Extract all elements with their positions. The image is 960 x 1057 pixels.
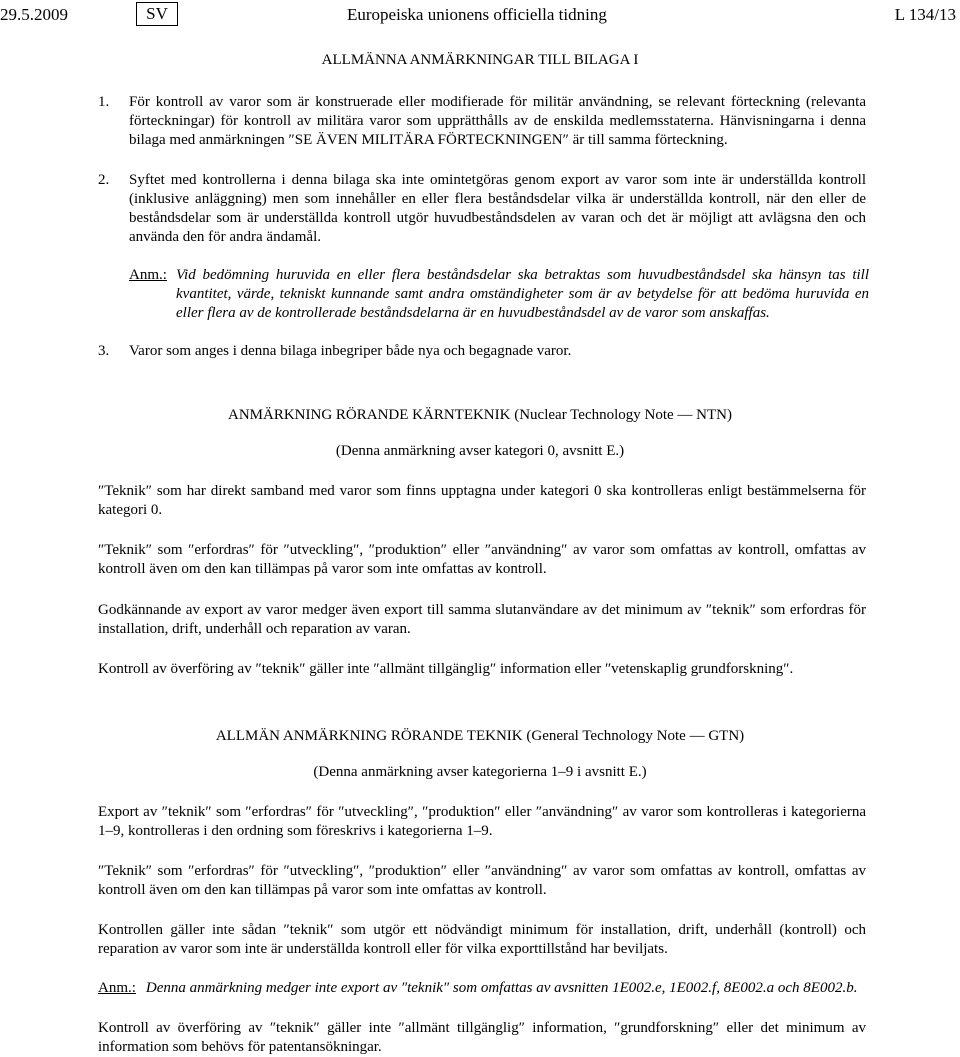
note-label: Anm.: — [98, 980, 136, 996]
note — [98, 979, 866, 998]
list-item — [98, 93, 866, 150]
item-text: Varor som anges i denna bilaga inbegriper både nya och begagnade varor. — [129, 343, 572, 359]
paragraph: ″Teknik″ som ″erfordras″ för ″utveckling″, ″produktion″ eller ″användning″ av varor som omfattas av kontroll, omfattas av kontroll även om den kan tillämpas på varor som inte omfattas av kontroll. — [98, 542, 866, 577]
item-text: För kontroll av varor som är konstruerade eller modifierade för militär användning, se relevant förteckning (relevanta förteckningar) för kontroll av militära varor som upprätthålls av de enskilda medlemsstaterna. Hänvisningarna i denna bilaga med anmärkningen ″SE ÄVEN MILITÄRA FÖRTECKNINGEN″ är till samma förteckning. — [129, 94, 866, 148]
section-subheading-ntn: (Denna anmärkning avser kategori 0, avsnitt E.) — [335, 443, 625, 459]
paragraph: ″Teknik″ som ″erfordras″ för ″utveckling″, ″produktion″ eller ″användning″ av varor som omfattas av kontroll, omfattas av kontroll även om den kan tillämpas på varor som inte omfattas av kontroll. — [98, 863, 866, 898]
item-number: 2. — [98, 172, 110, 188]
note-text: Denna anmärkning medger inte export av ″teknik″ som omfattas av avsnitten 1E002.e, 1E002.f, 8E002.a och 8E002.b. — [145, 980, 858, 996]
journal-title: Europeiska unionens officiella tidning — [347, 5, 607, 24]
publication-date: 29.5.2009 — [0, 5, 68, 24]
page-reference: L 134/13 — [894, 5, 956, 24]
paragraph: Export av ″teknik″ som ″erfordras″ för ″utveckling″, ″produktion″ eller ″användning″ av varor som kontrolleras i kategorierna 1–9, kontrolleras i den ordning som föreskrivs i kategorierna 1–9. — [98, 804, 866, 839]
paragraph: Kontroll av överföring av ″teknik″ gäller inte ″allmänt tillgänglig″ information eller ″vetenskaplig grundforskning″. — [98, 661, 794, 677]
note-text: Vid bedömning huruvida en eller flera beståndsdelar ska betraktas som huvudbeståndsdel ska hänsyn tas till kvantitet, värde, tekniskt kunnande samt andra omständigheter som är av betydelse för att bedöma huruvida en eller flera av de kontrollerade beståndsdelarna är en huvudbeståndsdel av de varor som anskaffas. — [176, 267, 869, 321]
item-number: 1. — [98, 94, 110, 110]
item-text: Syftet med kontrollerna i denna bilaga ska inte omintetgöras genom export av varor som inte är underställda kontroll (inklusive anläggning) men som innehåller en eller flera beståndsdelar vilka är underställda kontroll, när den eller de beståndsdelar som är underställda kontroll utgör huvudbeståndsdelen av varan och det är möjligt att avlägsna den och använda den för andra ändamål. — [129, 172, 866, 245]
paragraph: Godkännande av export av varor medger även export till samma slutanvändare av det minimum av ″teknik″ som erfordras för installation, drift, underhåll och reparation av varan. — [98, 602, 866, 637]
page-header — [0, 2, 960, 28]
section-heading-ntn: ANMÄRKNING RÖRANDE KÄRNTEKNIK (Nuclear Technology Note — NTN) — [227, 407, 732, 423]
section-heading-gtn: ALLMÄN ANMÄRKNING RÖRANDE TEKNIK (General Technology Note — GTN) — [215, 728, 745, 744]
note-label: Anm.: — [129, 267, 167, 283]
language-badge: SV — [136, 2, 178, 26]
annex-title: ALLMÄNNA ANMÄRKNINGAR TILL BILAGA I — [321, 52, 639, 68]
list-item — [98, 342, 866, 361]
list-item — [98, 171, 866, 247]
paragraph: Kontroll av överföring av ″teknik″ gäller inte ″allmänt tillgänglig″ information, ″grundforskning″ eller det minimum av information som behövs för patentansökningar. — [98, 1020, 866, 1055]
paragraph: ″Teknik″ som har direkt samband med varor som finns upptagna under kategori 0 ska kontrolleras enligt bestämmelserna för kategori 0. — [98, 483, 866, 518]
paragraph: Kontrollen gäller inte sådan ″teknik″ som utgör ett nödvändigt minimum för installation, drift, underhåll (kontroll) och reparation av varor som inte är underställda kontroll eller för vilka exporttillstånd har beviljats. — [98, 922, 866, 957]
section-subheading-gtn: (Denna anmärkning avser kategorierna 1–9 i avsnitt E.) — [313, 764, 647, 780]
note — [129, 266, 869, 323]
item-number: 3. — [98, 343, 110, 359]
